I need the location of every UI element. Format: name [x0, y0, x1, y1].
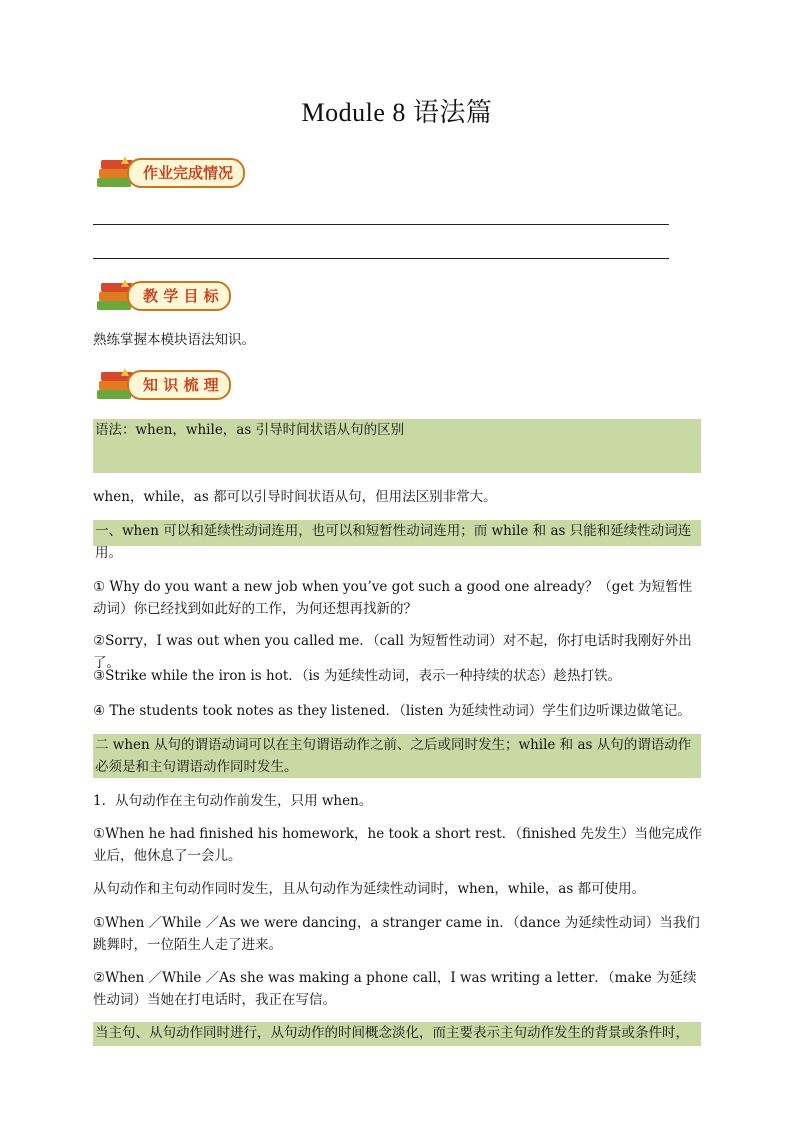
example-1-1: ① Why do you want a new job when you’ve got such a good one already？（get 为短暂性动词）你已经找到如此好的工作，为何还想再找新的？ [93, 579, 693, 617]
page-title: Module 8 语法篇 [301, 98, 493, 127]
goal-text: 熟练掌握本模块语法知识。 [93, 332, 255, 348]
goals-badge [95, 275, 265, 315]
example-1-3: ③Strike while the iron is hot．（is 为延续性动词，表示一种持续的状态）趁热打铁。 [93, 668, 622, 684]
knowledge-badge [95, 364, 265, 404]
knowledge-badge-label: 知 识 梳 理 [127, 370, 231, 400]
example-1-2: ②Sorry，I was out when you called me．（call 为短暂性动词）对不起，你打电话时我刚好外出了。 [93, 633, 692, 671]
section-1-heading: 一、when 可以和延续性动词连用，也可以和短暂性动词连用；而 while 和 as 只能和延续性动词连用。 [93, 520, 701, 546]
answer-line-2 [93, 258, 669, 259]
example-2-1: ①When he had finished his homework，he took a short rest．（finished 先发生）当他完成作业后，他休息了一会儿。 [93, 826, 703, 864]
section-2-heading: 二 when 从句的谓语动词可以在主句谓语动作之前、之后或同时发生；while 和 as 从句的谓语动作必须是和主句谓语动作同时发生。 [93, 734, 701, 778]
grammar-topic: 语法：when，while，as 引导时间状语从句的区别 [95, 422, 405, 438]
goals-badge-label: 教 学 目 标 [127, 281, 231, 311]
homework-badge [95, 152, 265, 192]
example-2-2: ①When ／While ／As we were dancing，a stranger came in．（dance 为延续性动词）当我们跳舞时，一位陌生人走了进来。 [93, 915, 700, 953]
example-2-3: ②When ／While ／As she was making a phone call，I was writing a letter．（make 为延续性动词）当她在打电话时，我正在写信。 [93, 970, 697, 1008]
intro-text: when，while，as 都可以引导时间状语从句，但用法区别非常大。 [93, 489, 497, 505]
example-1-4: ④ The students took notes as they listened．（listen 为延续性动词）学生们边听课边做笔记。 [93, 703, 691, 719]
answer-line-1 [93, 224, 669, 225]
point-2: 从句动作和主句动作同时发生，且从句动作为延续性动词时，when，while，as 都可使用。 [93, 881, 646, 897]
grammar-topic-box [93, 419, 701, 473]
point-1: 1．从句动作在主句动作前发生，只用 when。 [93, 793, 373, 809]
homework-badge-label: 作业完成情况 [127, 158, 245, 188]
last-highlight: 当主句、从句动作同时进行，从句动作的时间概念淡化，而主要表示主句动作发生的背景或条件时， [93, 1022, 701, 1046]
